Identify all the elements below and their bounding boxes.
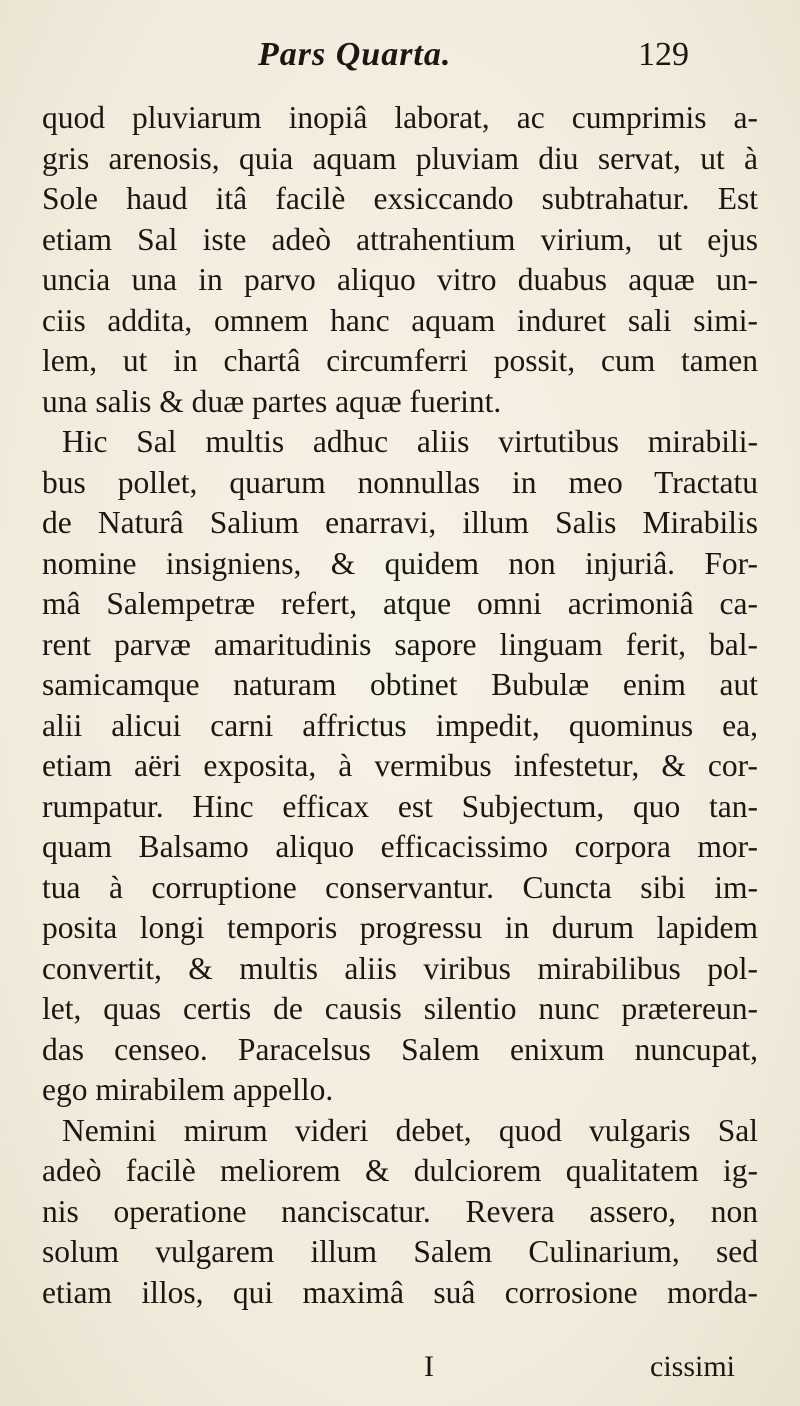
text-line: nomine insigniens, & quidem non injuriâ. For- — [42, 545, 758, 581]
text-line: rumpatur. Hinc efficax est Subjectum, quo tan- — [42, 788, 758, 824]
text-line: Sole haud itâ facilè exsiccando subtrahatur. Est — [42, 181, 758, 216]
catchword: cissimi — [650, 1350, 736, 1383]
text-line: de Naturâ Salium enarravi, illum Salis Mirabilis — [42, 505, 758, 540]
text-line: Hic Sal multis adhuc aliis virtutibus mirabili- — [62, 424, 758, 459]
running-title: Pars Quarta. — [258, 36, 452, 73]
text-line: rent parvæ amaritudinis sapore linguam ferit, bal- — [42, 626, 758, 662]
page-header — [0, 36, 800, 86]
text-line: Nemini mirum videri debet, quod vulgaris Sal — [62, 1112, 758, 1148]
text-line: una salis & duæ partes aquæ fuerint. — [42, 383, 502, 419]
text-line: mâ Salempetræ refert, atque omni acrimoniâ ca- — [42, 586, 758, 621]
text-line: tua à corruptione conservantur. Cuncta sibi im- — [42, 869, 758, 905]
text-line: let, quas certis de causis silentio nunc prætereun- — [42, 991, 758, 1026]
text-line: etiam Sal iste adeò attrahentium virium, ut ejus — [42, 221, 758, 257]
text-line: lem, ut in chartâ circumferri possit, cum tamen — [42, 343, 758, 378]
text-line: uncia una in parvo aliquo vitro duabus aquæ un- — [42, 262, 758, 297]
text-line: das censeo. Paracelsus Salem enixum nuncupat, — [42, 1031, 758, 1067]
text-line: adeò facilè meliorem & dulciorem qualitatem ig- — [42, 1153, 758, 1188]
text-line: quod pluviarum inopiâ laborat, ac cumprimis a- — [42, 100, 758, 135]
text-line: etiam aëri exposita, à vermibus infestetur, & cor- — [42, 748, 758, 783]
text-line: ego mirabilem appello. — [42, 1072, 334, 1107]
text-line: ciis addita, omnem hanc aquam induret sali simi- — [42, 302, 758, 338]
text-line: alii alicui carni affrictus impedit, quominus ea, — [42, 707, 758, 743]
page-number: 129 — [638, 36, 689, 73]
text-line: samicamque naturam obtinet Bubulæ enim aut — [42, 667, 758, 702]
text-line: bus pollet, quarum nonnullas in meo Tractatu — [42, 464, 758, 500]
text-line: quam Balsamo aliquo efficacissimo corpora mor- — [42, 829, 758, 864]
text-line: convertit, & multis aliis viribus mirabilibus pol- — [42, 950, 758, 986]
body-text — [42, 98, 758, 1313]
text-line: posita longi temporis progressu in durum lapidem — [42, 910, 758, 945]
text-line: etiam illos, qui maximâ suâ corrosione morda- — [42, 1274, 758, 1310]
text-line: gris arenosis, quia aquam pluviam diu servat, ut à — [42, 140, 758, 176]
text-line: nis operatione nanciscatur. Revera assero, non — [42, 1193, 758, 1229]
page-footer — [0, 1350, 800, 1394]
signature-mark: I — [424, 1350, 434, 1383]
text-line: solum vulgarem illum Salem Culinarium, sed — [42, 1234, 758, 1269]
